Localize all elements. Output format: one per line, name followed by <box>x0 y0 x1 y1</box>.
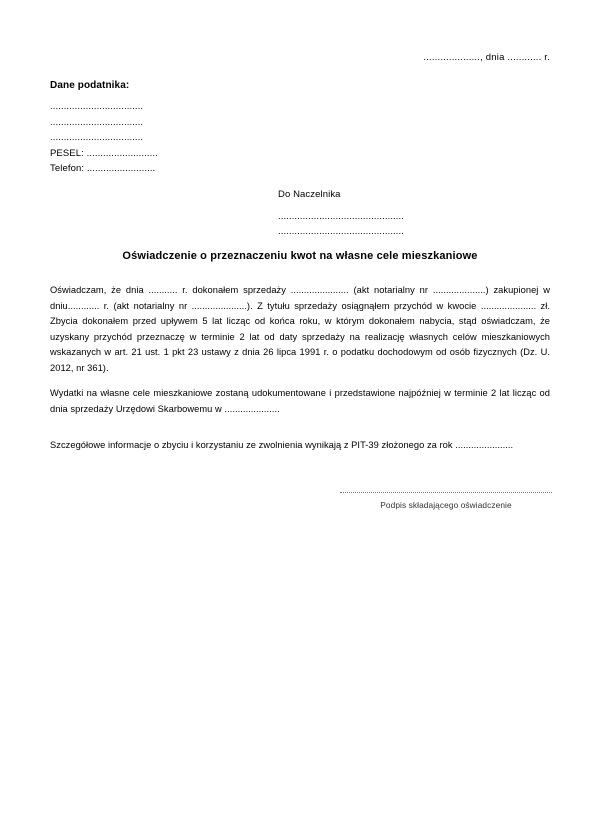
taxpayer-data-heading: Dane podatnika: <box>50 80 130 91</box>
signature-caption: Podpis składającego oświadczenie <box>380 500 512 510</box>
taxpayer-address-line-1: .................................. <box>50 101 144 112</box>
signature-rule <box>340 492 552 493</box>
taxpayer-address-line-3: .................................. <box>50 132 144 143</box>
signature-block <box>340 492 552 510</box>
addressee-label: Do Naczelnika <box>278 189 341 200</box>
addressee-line-2: .............................................. <box>278 226 405 237</box>
declaration-paragraph-2: Wydatki na własne cele mieszkaniowe zostaną udokumentowane i przedstawione najpóźniej w terminie 2 lat licząc od dnia sprzedaży Urzędowi Skarbowemu w ..................... <box>50 388 550 414</box>
taxpayer-data-block <box>50 80 310 177</box>
declaration-paragraph-3: Szczegółowe informacje o zbyciu i korzystaniu ze zwolnienia wynikają z PIT-39 złożonego za rok ...................... <box>50 440 514 450</box>
page-title: Oświadczenie o przeznaczeniu kwot na własne cele mieszkaniowe <box>122 250 478 262</box>
taxpayer-telephone-line: Telefon: ......................... <box>50 163 156 174</box>
addressee-block <box>278 189 538 239</box>
addressee-line-1: .............................................. <box>278 211 405 222</box>
taxpayer-pesel-line: PESEL: .......................... <box>50 147 158 159</box>
date-line: ...................., dnia ............ r. <box>423 52 550 63</box>
taxpayer-address-line-2: .................................. <box>50 116 144 128</box>
declaration-paragraph-1: Oświadczam, że dnia ........... r. dokonałem sprzedaży ...................... (akt notarialny nr ....................) zakupionej w dniu............ r. (akt notarialny nr .....................). Z tytułu sprzedaży osiągnąłem przychód w kwocie ..................... zł. Zbycia dokonałem przed upływem 5 lat licząc od końca roku, w którym dokonałem nabycia, stąd oświadczam, że uzyskany przychód przeznaczę w terminie 2 lat od daty sprzedaży na realizację własnych celów mieszkaniowych wskazanych w art. 21 ust. 1 pkt 23 ustawy z dnia 26 lipca 1991 r. o podatku dochodowym od osób fizycznych (Dz. U. 2012, nr 361). <box>50 285 550 373</box>
